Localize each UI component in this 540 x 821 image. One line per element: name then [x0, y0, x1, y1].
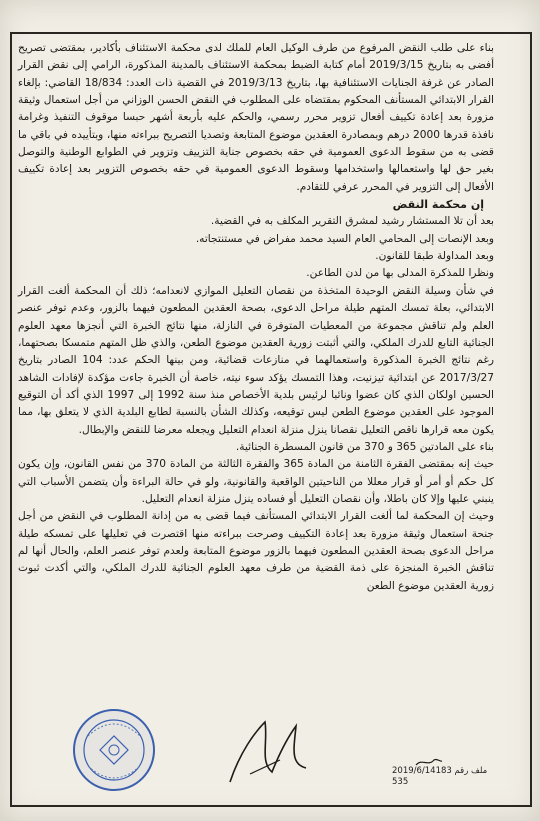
- paragraph-memorandum: ونظرا للمذكرة المدلى بها من لدن الطاعن.: [306, 267, 494, 280]
- paragraph-legal-basis: بناء على المادتين 365 و 370 من قانون المسطرة الجنائية.: [235, 440, 494, 453]
- page-number: 535: [392, 777, 409, 787]
- official-stamp: [70, 706, 158, 794]
- paragraph-ground: في شأن وسيلة النقض الوحيدة المتخذة من نقصان التعليل الموازي لانعدامه؛ ذلك أن المحكمة ألغت القرار الابتدائي، بعلة تمسك المتهم طيلة مراحل الدعوى، بصحة العقدين المطعون فيهما بالزور، وعدم توفر عنصر العلم ولم تناقش مجموعة من المعطيات المتوفرة في النازلة، منها نتائج الخبرة التي أنجزها معهد العلوم الجنائية التابع للدرك الملكي، والتي أثبتت زورية العقدين موضوع الطعن، والذي ظل المتهم متمسكا بصحتهما، رغم نتائج الخبرة المذكورة واستعمالهما في منازعات قضائية، ومن بينها الحكم عدد: 104 الصادر بتاريخ 2017/3/27 عن ابتدائية تيزنيت، وهذا التمسك يؤكد سوء نيته، خاصة أن الخبرة جاءت مؤكدة لإفادات الشاهد الحسين اولكان الذي كان عضوا ونائبا لرئيس بلدية الأخصاص منذ سنة 1992 إلى 1997 الذي أكد أن التوقيع الموجود على العقدين موضوع الطعن ليس توقيعه، وكذلك الشأن بالنسبة لطابع البلدية الذي لا يتعلق بها، مما يكون معه قرارها ناقص التعليل نقصانا ينزل منزلة انعدام التعليل ويجعله معرضا للنقض والإبطال.: [18, 284, 494, 436]
- paragraph-advocate-general: وبعد الإنصات إلى المحامي العام السيد محمد مفراض في مستنتجاته.: [195, 232, 494, 245]
- paragraph-whereas-1: حيث إنه بمقتضى الفقرة الثامنة من المادة 365 والفقرة الثالثة من المادة 370 من نفس القانون، وإن يكون كل حكم أو أمر أو قرار معللا من الناحيتين الواقعية والقانونية، ولو في حالة البراءة وأن يتضمن الأسباب التي ينبني عليها وإلا كان باطلا، وأن نقصان التعليل أو فساده ينزل منزلة انعدام التعليل.: [18, 458, 494, 505]
- document-body: [18, 40, 524, 595]
- paragraph-deliberation: وبعد المداولة طبقا للقانون.: [375, 250, 494, 263]
- signature: [210, 712, 330, 790]
- paragraph-request: بناء على طلب النقض المرفوع من طرف الوكيل العام للملك لدى محكمة الاستئناف بأكادير، بمقتضى تصريح أفضى به بتاريخ 2019/3/15 أمام كتابة الضبط بمحكمة الاستئناف بالمدينة المذكورة، الرامي إلى نقض القرار الصادر عن غرفة الجنايات الاستئنافية بها، بتاريخ 2019/3/13 في القضية ذات العدد: 18/834 القاضي: بإلغاء القرار الابتدائي المستأنف المحكوم بمقتضاه على المطلوب في النقض الحسن الوزاني من أجل استعمال وثيقة مزورة بعد إعادة تكييف أفعال تزوير محرر رسمي، والحكم عليه بأربعة أشهر حبسا موقوف التنفيذ وغرامة نافذة قدرها 2000 درهم وبمصادرة العقدين موضوع المتابعة وتصديا التصريح ببراءته منها، وبتأييده في باقي ما قضى به من سقوط الدعوى العمومية في حقه بخصوص جناية التزييف وتزوير في الطوابع الوطنية والتوصل بغير حق لها واستعمالها واستخدامها وسقوط الدعوى العمومية في حقه بخصوص التزوير بعد إعادة تكييف الأفعال إلى التزوير في المحرر عرفي للتقادم.: [18, 42, 495, 193]
- heading-court: إن محكمة النقض: [392, 198, 484, 212]
- case-reference: 2019/6/14183 ملف رقم: [392, 766, 488, 776]
- paragraph-whereas-2: وحيث إن المحكمة لما ألغت القرار الابتدائي المستأنف فيما قضى به من إدانة المطلوب في النقض من أجل جنحة استعمال وثيقة مزورة بعد إعادة التكييف وصرحت ببراءته منها اقتصرت في تعليلها على تمسكه طيلة مراحل الدعوى بصحة العقدين المطعون فيهما بالزور موضوع المتابعة ولعدم توفر عنصر العلم، والحال أنها لم تناقش الخبرة المنجزة على ذمة القضية من طرف معهد العلوم الجنائية للدرك الملكي، والتي أكدت ثبوت زورية العقدين موضوع الطعن: [18, 510, 494, 592]
- paragraph-rapporteur: بعد أن تلا المستشار رشيد لمشرق التقرير المكلف به في القضية.: [210, 215, 494, 228]
